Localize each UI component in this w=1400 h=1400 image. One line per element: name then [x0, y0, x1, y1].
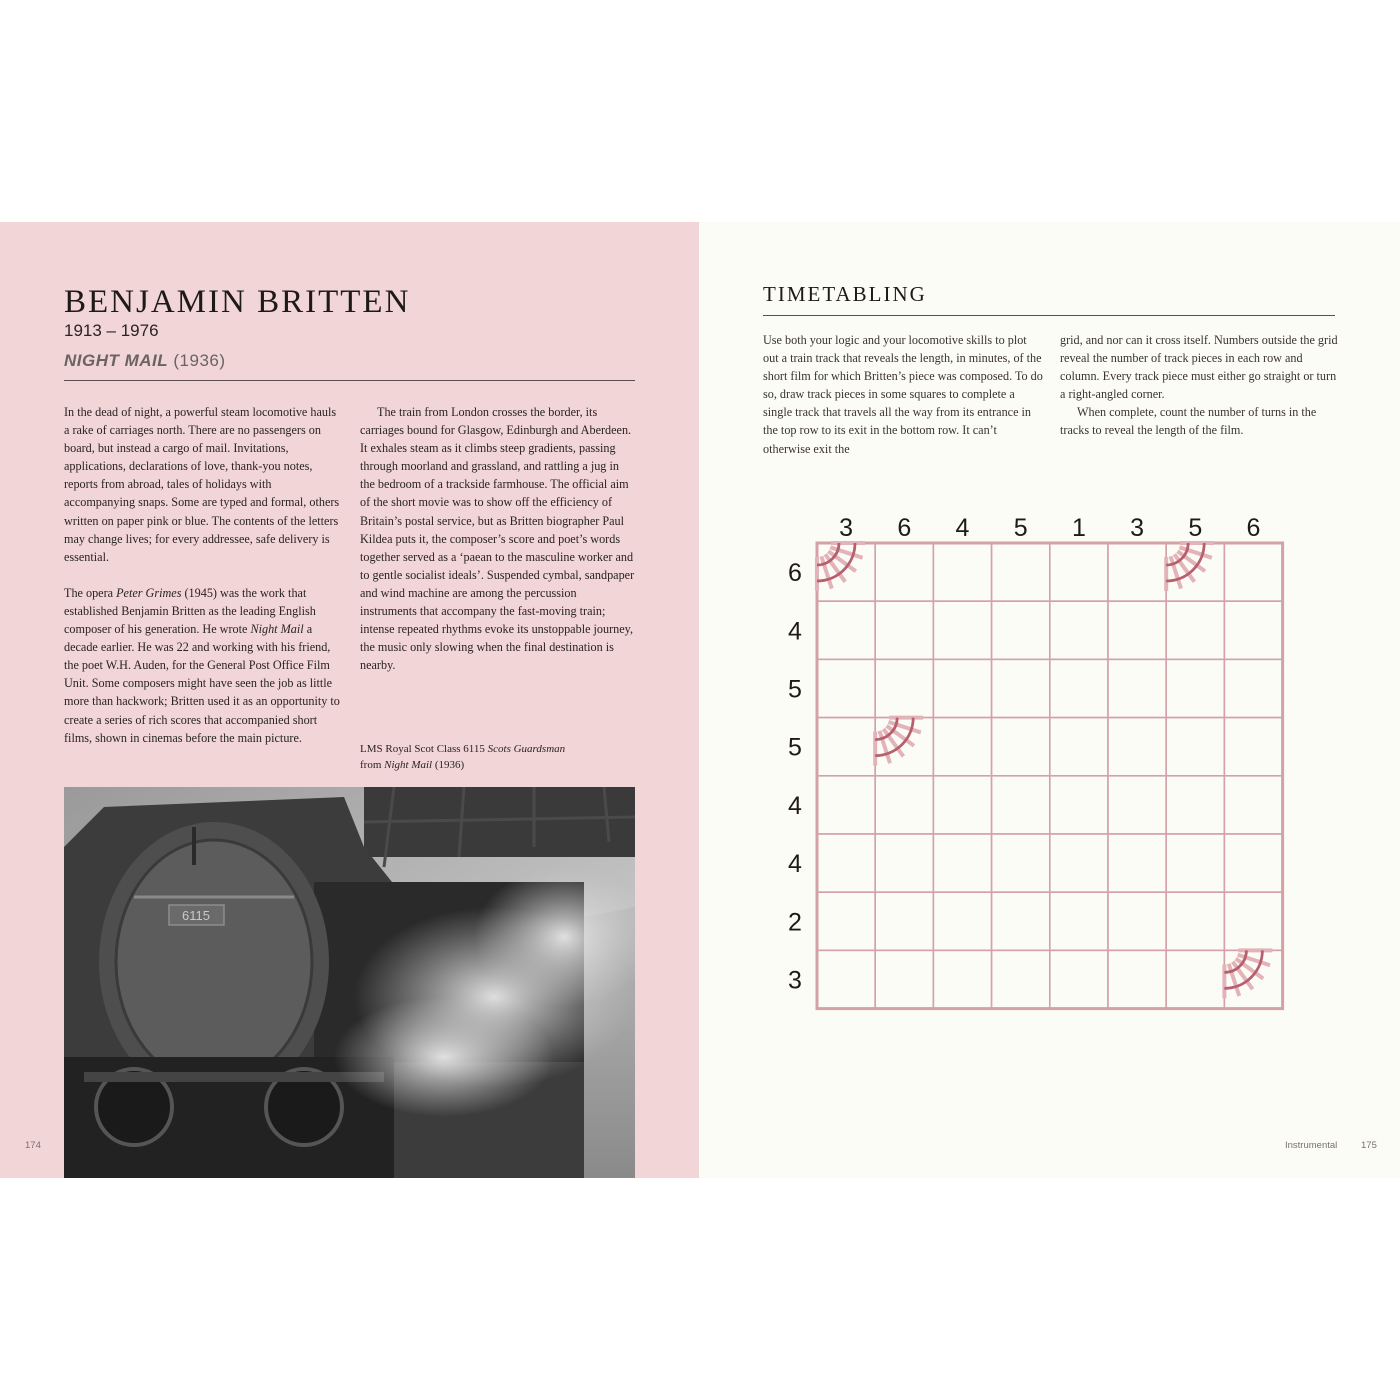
grid-cell[interactable] [1224, 659, 1282, 717]
grid-cell[interactable] [875, 776, 933, 834]
grid-cell[interactable] [817, 659, 875, 717]
grid-cell[interactable] [1108, 776, 1166, 834]
grid-cell[interactable] [875, 834, 933, 892]
row-clue: 6 [788, 559, 802, 588]
grid-cell[interactable] [1050, 950, 1108, 1008]
grid-cell[interactable] [992, 834, 1050, 892]
grid-cell[interactable] [875, 659, 933, 717]
grid-cell[interactable] [1050, 601, 1108, 659]
grid-cell[interactable] [992, 892, 1050, 950]
grid-cell[interactable] [1108, 718, 1166, 776]
grid-cell[interactable] [933, 834, 991, 892]
grid-cell[interactable] [1166, 776, 1224, 834]
grid-cell[interactable] [1224, 543, 1282, 601]
grid-cell[interactable] [817, 892, 875, 950]
grid-cell[interactable] [1050, 834, 1108, 892]
title-divider [64, 380, 635, 381]
column-clue: 1 [1071, 514, 1086, 542]
grid-cell[interactable] [1108, 892, 1166, 950]
page-number: 175 [1361, 1140, 1377, 1151]
column-clue: 3 [1130, 514, 1145, 542]
grid-cell[interactable] [1108, 543, 1166, 601]
column-clue: 4 [955, 514, 970, 542]
column-clue: 3 [839, 514, 854, 542]
grid-cell[interactable] [1108, 950, 1166, 1008]
grid-cell[interactable] [817, 834, 875, 892]
grid-cell[interactable] [875, 892, 933, 950]
grid-cell[interactable] [1166, 659, 1224, 717]
number-plate: 6115 [182, 908, 210, 923]
grid-cell[interactable] [817, 950, 875, 1008]
instructions-text: grid, and nor can it cross itself. Numbers outside the grid reveal the number of track pieces in each row and column. Every track piece must either go straight or turn a right-angled corner. [1060, 333, 1338, 402]
page-title: BENJAMIN BRITTEN [64, 284, 411, 320]
row-clue: 4 [788, 850, 802, 879]
grid-cell[interactable] [1224, 776, 1282, 834]
page-number: 174 [25, 1140, 41, 1151]
intro-paragraph: In the dead of night, a powerful steam locomotive hauls a rake of carriages north. There are no passengers on board, but instead a cargo of mail. Invitations, applications, declarations of love, thank-you notes, reports from abroad, tales of holidays with accompanying snaps. Some are typed and formal, others written on paper pink or blue. The contents of the letters may change lives; for every addressee, safe delivery is essential. [64, 405, 340, 564]
grid-cell[interactable] [817, 601, 875, 659]
middle-column [360, 403, 636, 692]
grid-cell[interactable] [1050, 659, 1108, 717]
grid-cell[interactable] [875, 601, 933, 659]
row-clue: 5 [788, 675, 802, 704]
composer-dates: 1913 – 1976 [64, 321, 159, 340]
grid-cell[interactable] [992, 659, 1050, 717]
grid-cell[interactable] [1108, 834, 1166, 892]
grid-cell[interactable] [1166, 834, 1224, 892]
section-label: Instrumental [1285, 1140, 1338, 1151]
row-clue: 3 [788, 966, 802, 995]
grid-cell[interactable] [1166, 892, 1224, 950]
grid-cell[interactable] [1166, 601, 1224, 659]
grid-cell[interactable] [992, 950, 1050, 1008]
grid-cell[interactable] [1050, 543, 1108, 601]
row-clue: 4 [788, 617, 802, 646]
grid-cell[interactable] [875, 950, 933, 1008]
column-clue: 6 [897, 514, 912, 542]
grid-cell[interactable] [992, 601, 1050, 659]
grid-cell[interactable] [1166, 718, 1224, 776]
track-puzzle[interactable] [769, 510, 1289, 1020]
grid-cell[interactable] [1224, 834, 1282, 892]
grid-cell[interactable] [1166, 950, 1224, 1008]
row-clue: 5 [788, 733, 802, 762]
grid-cell[interactable] [1224, 601, 1282, 659]
left-column [64, 403, 340, 765]
photo-caption: LMS Royal Scot Class 6115 Scots Guardsman from Night Mail (1936) [360, 743, 566, 771]
locomotive-photo [64, 787, 635, 1178]
grid-cell[interactable] [992, 776, 1050, 834]
body-paragraph: The train from London crosses the border, its carriages bound for Glasgow, Edinburgh and Aberdeen. It exhales steam as it climbs steep gradients, passing through moorland and grassland, and rattling a jug in the bedroom of a trackside farmhouse. The official aim of the short movie was to show off the efficiency of Britain’s postal service, but as Britten biographer Paul Kildea puts it, the composer’s score and poet’s words together served as a ‘paean to the masculine worker and to gentle socialist ideals’. Suspended cymbal, sandpaper and wind machine are among the percussion instruments that accompany the fast-moving train; intense repeated rhythms evoke its unstoppable journey, the music only slowing when the final destination is nearby. [360, 405, 635, 673]
grid-cell[interactable] [1050, 718, 1108, 776]
work-year: (1936) [173, 351, 226, 370]
grid-cell[interactable] [1224, 892, 1282, 950]
grid-cell[interactable] [933, 892, 991, 950]
column-clue: 5 [1013, 514, 1028, 542]
row-clue: 2 [788, 908, 802, 937]
grid-cell[interactable] [1050, 776, 1108, 834]
left-page [0, 222, 699, 1178]
body-paragraph: The opera Peter Grimes (1945) was the work that established Benjamin Britten as the leading English composer of his generation. He wrote Night Mail a decade earlier. He was 22 and working with his friend, the poet W.H. Auden, for the General Post Office Film Unit. Some composers might have seen the job as little more than hackwork; Britten used it as an opportunity to create a series of rich scores that accompanied short films, shown in cinemas before the main picture. [64, 585, 340, 745]
grid-cell[interactable] [933, 718, 991, 776]
column-clue: 5 [1188, 514, 1203, 542]
puzzle-title: TIMETABLING [763, 282, 927, 306]
column-clue: 6 [1246, 514, 1261, 542]
grid-cell[interactable] [933, 543, 991, 601]
grid-cell[interactable] [1224, 718, 1282, 776]
grid-cell[interactable] [875, 543, 933, 601]
instructions-text: When complete, count the number of turns in the tracks to reveal the length of the film. [1060, 405, 1317, 438]
grid-cell[interactable] [933, 659, 991, 717]
grid-cell[interactable] [933, 776, 991, 834]
grid-cell[interactable] [817, 718, 875, 776]
grid-cell[interactable] [817, 776, 875, 834]
grid-cell[interactable] [933, 601, 991, 659]
work-subtitle [64, 351, 226, 371]
instructions-column-1 [763, 331, 1043, 458]
title-divider [763, 315, 1335, 316]
instructions-column-2 [1060, 331, 1340, 440]
grid-cell[interactable] [1050, 892, 1108, 950]
grid-cell[interactable] [1108, 659, 1166, 717]
grid-cell[interactable] [933, 950, 991, 1008]
row-clue: 4 [788, 791, 802, 820]
work-title: NIGHT MAIL [64, 351, 169, 370]
grid-cell[interactable] [1108, 601, 1166, 659]
grid-cell[interactable] [992, 543, 1050, 601]
grid-cell[interactable] [992, 718, 1050, 776]
right-page [699, 222, 1400, 1178]
instructions-text: Use both your logic and your locomotive skills to plot out a train track that reveals the length, in minutes, of the short film for which Britten’s piece was composed. To do so, draw track pieces in some squares to complete a single track that travels all the way from its entrance in the top row to its exit in the bottom row. It can’t otherwise exit the [763, 333, 1043, 456]
